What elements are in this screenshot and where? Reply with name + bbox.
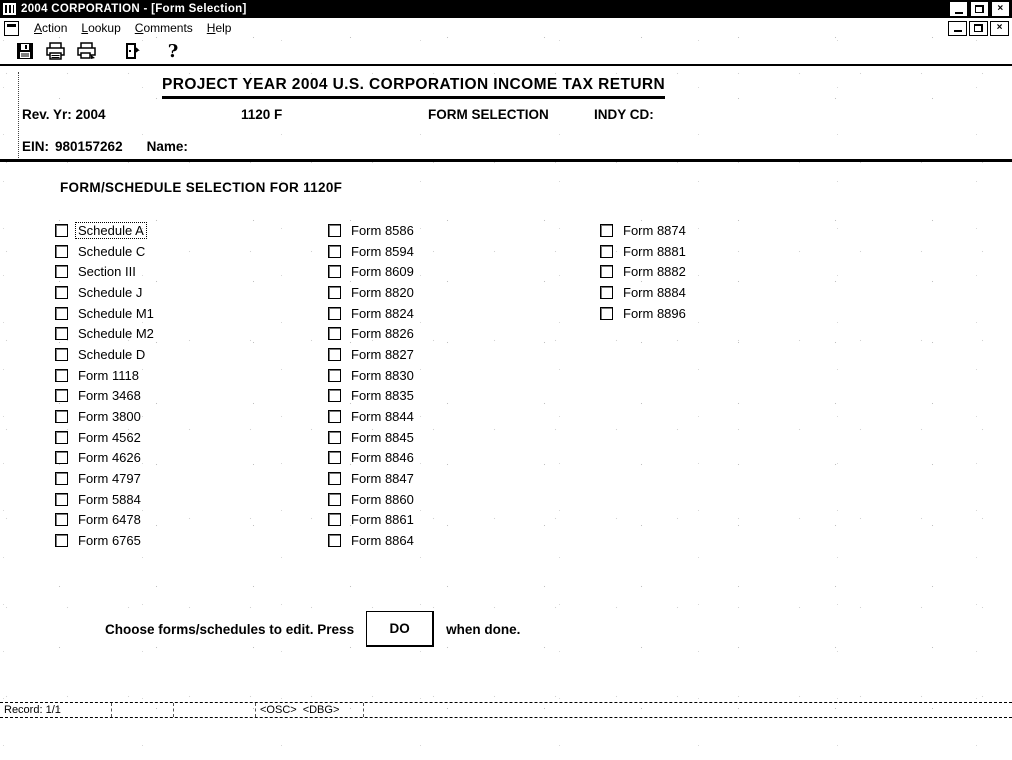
form-label: Form 6765 xyxy=(78,533,141,549)
form-label: Form 8882 xyxy=(623,264,686,280)
toolbar-divider xyxy=(0,64,1012,66)
print-setup-icon[interactable] xyxy=(76,41,98,61)
form-label: Form 8860 xyxy=(351,491,414,507)
checkbox-schedule-m2[interactable] xyxy=(55,327,68,340)
form-label: Form 8586 xyxy=(351,222,414,238)
checkbox-schedule-c[interactable] xyxy=(55,245,68,258)
form-row-schedule-m2[interactable] xyxy=(55,323,156,344)
form-row-form-8847[interactable] xyxy=(328,468,416,489)
form-column-1 xyxy=(55,220,156,551)
form-row-form-1118[interactable] xyxy=(55,365,156,386)
form-label: Form 8594 xyxy=(351,243,414,259)
status-bar xyxy=(0,702,1012,718)
form-row-form-8594[interactable] xyxy=(328,241,416,262)
form-label: Form 8846 xyxy=(351,450,414,466)
header-divider xyxy=(0,159,1012,162)
mdi-restore-button[interactable] xyxy=(969,21,988,36)
window-title: 2004 CORPORATION - [Form Selection] xyxy=(21,3,247,15)
form-row-form-5884[interactable] xyxy=(55,489,156,510)
checkbox-schedule-d[interactable] xyxy=(55,348,68,361)
form-row-form-8896[interactable] xyxy=(600,303,688,324)
form-label: Form 5884 xyxy=(78,491,141,507)
form-row-form-8844[interactable] xyxy=(328,406,416,427)
form-row-form-8846[interactable] xyxy=(328,448,416,469)
osc-flag: <OSC> xyxy=(260,704,297,716)
status-cell-2 xyxy=(112,703,174,717)
name-label: Name: xyxy=(146,139,188,154)
app-icon xyxy=(3,3,16,15)
checkbox-form-8824[interactable] xyxy=(328,307,341,320)
checkbox-form-8882[interactable] xyxy=(600,265,613,278)
form-label: Section III xyxy=(78,264,136,280)
mdi-minimize-button[interactable] xyxy=(948,21,967,36)
status-cell-3 xyxy=(174,703,256,717)
form-label: Form 8824 xyxy=(351,305,414,321)
checkbox-form-1118[interactable] xyxy=(55,369,68,382)
checkbox-section-iii[interactable] xyxy=(55,265,68,278)
form-row-form-8864[interactable] xyxy=(328,530,416,551)
checkbox-form-6478[interactable] xyxy=(55,513,68,526)
form-row-section-iii[interactable] xyxy=(55,261,156,282)
form-label: Schedule M2 xyxy=(78,326,154,342)
form-label: Form 8845 xyxy=(351,429,414,445)
restore-button[interactable] xyxy=(970,1,989,17)
checkbox-form-8594[interactable] xyxy=(328,245,341,258)
form-label: Schedule M1 xyxy=(78,305,154,321)
form-label: Form 6478 xyxy=(78,512,141,528)
mode-label: FORM SELECTION xyxy=(428,107,549,122)
checkbox-form-8826[interactable] xyxy=(328,327,341,340)
checkbox-form-8586[interactable] xyxy=(328,224,341,237)
form-label: Form 8881 xyxy=(623,243,686,259)
dbg-flag: <DBG> xyxy=(302,704,340,716)
status-flags xyxy=(256,703,364,717)
title-bar xyxy=(0,0,1012,18)
form-row-schedule-a[interactable] xyxy=(55,220,156,241)
form-label: Form 8826 xyxy=(351,326,414,342)
exit-icon[interactable] xyxy=(121,41,143,61)
checkbox-form-8846[interactable] xyxy=(328,451,341,464)
checkbox-form-8881[interactable] xyxy=(600,245,613,258)
record-indicator: Record: 1/1 xyxy=(0,703,112,717)
instruction-after: when done. xyxy=(446,621,521,637)
checkbox-schedule-j[interactable] xyxy=(55,286,68,299)
ein-value: 980157262 xyxy=(55,139,123,154)
checkbox-form-8844[interactable] xyxy=(328,410,341,423)
form-row-form-3468[interactable] xyxy=(55,386,156,407)
footer-instruction xyxy=(105,608,520,650)
rev-yr-field: Rev. Yr: 2004 xyxy=(22,107,106,122)
checkbox-form-8609[interactable] xyxy=(328,265,341,278)
checkbox-form-8830[interactable] xyxy=(328,369,341,382)
form-label: Schedule C xyxy=(78,243,146,259)
form-label: Form 8884 xyxy=(623,284,686,300)
section-heading: FORM/SCHEDULE SELECTION FOR 1120F xyxy=(60,180,343,195)
form-label: Form 8864 xyxy=(351,533,414,549)
help-icon[interactable]: ? xyxy=(167,40,179,62)
form-row-schedule-j[interactable] xyxy=(55,282,156,303)
form-label: Form 8896 xyxy=(623,305,686,321)
form-row-form-8827[interactable] xyxy=(328,344,416,365)
menu-help[interactable]: Help xyxy=(206,21,232,35)
form-label: Form 1118 xyxy=(78,367,139,383)
form-label: Form 4626 xyxy=(78,450,141,466)
form-row-form-8820[interactable] xyxy=(328,282,416,303)
form-row-form-6765[interactable] xyxy=(55,530,156,551)
checkbox-form-4626[interactable] xyxy=(55,451,68,464)
form-row-form-8874[interactable] xyxy=(600,220,688,241)
form-row-form-8884[interactable] xyxy=(600,282,688,303)
checkbox-form-4562[interactable] xyxy=(55,431,68,444)
checkbox-form-4797[interactable] xyxy=(55,472,68,485)
form-row-form-8830[interactable] xyxy=(328,365,416,386)
page-title: PROJECT YEAR 2004 U.S. CORPORATION INCOME TAX RETURN xyxy=(162,76,665,99)
form-label: Form 8847 xyxy=(351,471,414,487)
form-label: Schedule J xyxy=(78,284,143,300)
form-row-form-4562[interactable] xyxy=(55,427,156,448)
checkbox-form-6765[interactable] xyxy=(55,534,68,547)
form-row-form-8845[interactable] xyxy=(328,427,416,448)
ein-label: EIN: xyxy=(22,139,49,154)
indy-cd-label: INDY CD: xyxy=(594,107,654,122)
form-row-schedule-m1[interactable] xyxy=(55,303,156,324)
form-label: Form 8830 xyxy=(351,367,414,383)
checkbox-form-8861[interactable] xyxy=(328,513,341,526)
form-row-form-6478[interactable] xyxy=(55,510,156,531)
do-button[interactable]: DO xyxy=(366,611,434,647)
checkbox-form-8835[interactable] xyxy=(328,389,341,402)
form-label: Form 3800 xyxy=(78,409,141,425)
form-label: Form 8874 xyxy=(623,222,686,238)
form-row-schedule-c[interactable] xyxy=(55,241,156,262)
form-row-form-8826[interactable] xyxy=(328,323,416,344)
save-icon[interactable] xyxy=(14,41,36,61)
form-label: Form 8609 xyxy=(351,264,414,280)
form-row-form-8882[interactable] xyxy=(600,261,688,282)
checkbox-form-8820[interactable] xyxy=(328,286,341,299)
status-cell-5 xyxy=(364,703,1012,717)
checkbox-form-8847[interactable] xyxy=(328,472,341,485)
minimize-button[interactable] xyxy=(949,1,968,17)
form-row-form-4797[interactable] xyxy=(55,468,156,489)
form-row-form-3800[interactable] xyxy=(55,406,156,427)
form-code-field: 1120 F xyxy=(241,107,283,122)
checkbox-form-3800[interactable] xyxy=(55,410,68,423)
form-label: Schedule D xyxy=(78,346,146,362)
form-row-form-8861[interactable] xyxy=(328,510,416,531)
form-row-form-8609[interactable] xyxy=(328,261,416,282)
form-label: Form 8835 xyxy=(351,388,414,404)
checkbox-form-8845[interactable] xyxy=(328,431,341,444)
checkbox-form-8860[interactable] xyxy=(328,493,341,506)
checkbox-schedule-a[interactable] xyxy=(55,224,68,237)
form-row-schedule-d[interactable] xyxy=(55,344,156,365)
form-label: Form 4797 xyxy=(78,471,141,487)
menu-comments[interactable]: Comments xyxy=(134,21,193,35)
close-button[interactable]: × xyxy=(991,1,1010,17)
toolbar xyxy=(0,38,1012,64)
checkbox-form-8827[interactable] xyxy=(328,348,341,361)
checkbox-form-3468[interactable] xyxy=(55,389,68,402)
form-row-form-8586[interactable] xyxy=(328,220,416,241)
checkbox-form-8874[interactable] xyxy=(600,224,613,237)
form-row-form-4626[interactable] xyxy=(55,448,156,469)
checkbox-form-5884[interactable] xyxy=(55,493,68,506)
form-row-form-8860[interactable] xyxy=(328,489,416,510)
checkbox-schedule-m1[interactable] xyxy=(55,307,68,320)
mdi-close-button[interactable]: × xyxy=(990,21,1009,36)
form-label: Form 8861 xyxy=(351,512,414,528)
ein-row xyxy=(22,139,194,154)
form-row-form-8824[interactable] xyxy=(328,303,416,324)
checkbox-form-8884[interactable] xyxy=(600,286,613,299)
form-label: Form 8827 xyxy=(351,346,414,362)
form-label: Form 8844 xyxy=(351,409,414,425)
form-column-2 xyxy=(328,220,416,551)
form-label: Form 3468 xyxy=(78,388,141,404)
form-row-form-8835[interactable] xyxy=(328,386,416,407)
menu-lookup[interactable]: Lookup xyxy=(81,21,121,35)
form-label: Form 4562 xyxy=(78,429,141,445)
form-column-3 xyxy=(600,220,688,323)
form-label: Schedule A xyxy=(78,222,144,238)
checkbox-form-8896[interactable] xyxy=(600,307,613,320)
print-icon[interactable] xyxy=(45,41,67,61)
form-row-form-8881[interactable] xyxy=(600,241,688,262)
form-window-icon[interactable] xyxy=(4,21,19,36)
checkbox-form-8864[interactable] xyxy=(328,534,341,547)
instruction-before: Choose forms/schedules to edit. Press xyxy=(105,621,355,637)
form-left-edge xyxy=(18,72,20,160)
form-label: Form 8820 xyxy=(351,284,414,300)
menu-bar xyxy=(0,18,1012,38)
menu-action[interactable]: Action xyxy=(34,21,68,35)
